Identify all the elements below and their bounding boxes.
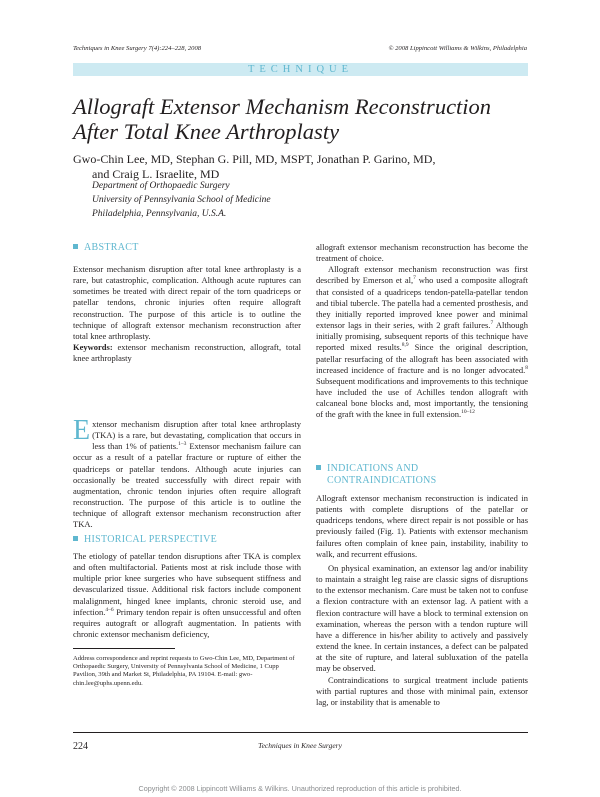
authors-line-1: Gwo-Chin Lee, MD, Stephan G. Pill, MD, MSPT, Jonathan P. Garino, MD, bbox=[73, 152, 436, 166]
affiliation bbox=[92, 179, 532, 221]
square-bullet-icon bbox=[73, 536, 78, 541]
historical-text-1: The etiology of patellar tendon disruptions after TKA is complex and often multifactorial. Patients most at risk include those with multiple prior knee surgeries who have subsequent stiffness and devascularized tissue. Additional risk factors include component malalignment, hinged knee implants, chronic steroid use, and infection. bbox=[73, 551, 301, 617]
history-text-b: who used a composite allograft that consisted of a quadriceps tendon-patella-patellar tendon and tibial tubercle. The patella had a cemented prosthesis, and they initially reported improved knee power and minimal extensor lags in their series, with 2 graft failures. bbox=[316, 275, 528, 331]
indications-paragraph-3: Contraindications to surgical treatment include patients with partial ruptures and those with minimal pain, extensor lag, or instability that is amenable to bbox=[316, 674, 528, 707]
section-banner-label: TECHNIQUE bbox=[247, 64, 354, 75]
drop-cap: E bbox=[73, 415, 91, 446]
indications-paragraph-2: On physical examination, an extensor lag and/or inability to maintain a straight leg raise are classic signs of disruptions to the extensor mechanism. Care must be taken not to confuse a flexion contracture with an extensor lag. A patient with a flexion contracture will have a block to terminal extension on examination, whereas the person with a tendon rupture will have a difference in his/her ability to actively and passively extend the knee. In certain instances, a defect can be palpated at the site of rupture, and lateral subluxation of the patella may be observed. bbox=[316, 562, 528, 674]
history-ref-5: 10–12 bbox=[461, 409, 475, 416]
history-text-a: Allograft extensor mechanism reconstruction was first described by Emerson et al, bbox=[316, 264, 528, 286]
abstract-heading bbox=[73, 242, 139, 254]
authors-line-2: and Craig L. Israelite, MD bbox=[92, 166, 220, 181]
history-text-c: Although initially promising, subsequent reports of this technique have reported mixed results. bbox=[316, 320, 528, 353]
square-bullet-icon bbox=[73, 244, 78, 249]
affiliation-dept: Department of Orthopaedic Surgery bbox=[92, 181, 230, 191]
history-ref-2: 7 bbox=[490, 320, 494, 327]
historical-heading-label: HISTORICAL PERSPECTIVE bbox=[84, 534, 218, 545]
keywords-text: extensor mechanism reconstruction, allograft, total knee arthroplasty bbox=[73, 342, 301, 364]
introduction-body bbox=[73, 415, 301, 531]
affiliation-univ: University of Pennsylvania School of Medicine bbox=[92, 195, 271, 205]
title-line-2: After Total Knee Arthroplasty bbox=[73, 119, 340, 144]
footer-rule bbox=[73, 732, 528, 733]
historical-text-2: Primary tendon repair is often unsuccessful and often requires autograft or allograft augmentation. In patients with chronic extensor mechanism deficiency, bbox=[73, 606, 301, 640]
history-text-d: Since the original description, patellar resurfacing of the allograft has been associated with increased incidence of fracture and is no longer advocated. bbox=[316, 342, 528, 375]
square-bullet-icon bbox=[316, 465, 321, 470]
footnote-rule bbox=[73, 648, 175, 649]
historical-body bbox=[73, 551, 301, 640]
affiliation-city: Philadelphia, Pennsylvania, U.S.A. bbox=[92, 209, 227, 219]
author-list bbox=[73, 152, 533, 181]
intro-text-1: xtensor mechanism disruption after total knee arthroplasty (TKA) is a rare, but devastating, complication that occurs in less than 1% of patients. bbox=[92, 419, 301, 452]
section-banner bbox=[73, 63, 528, 76]
page-number: 224 bbox=[73, 741, 88, 752]
correspondence-footnote: Address correspondence and reprint requests to Gwo-Chin Lee, MD, Department of Orthopaedic Surgery, University of Pennsylvania School of Medicine, 1 Cupp Pavilion, 39th and Market St, Philadelphia, PA 19104. E-mail: gwo-chin.lee@uphs.upenn.edu. bbox=[73, 655, 295, 687]
copyright-notice: Copyright © 2008 Lippincott Williams & Wilkins. Unauthorized reproduction of this article is prohibited. bbox=[138, 784, 462, 793]
title-line-1: Allograft Extensor Mechanism Reconstruction bbox=[73, 94, 492, 119]
indications-paragraph-1: Allograft extensor mechanism reconstruction is indicated in patients with complete disruptions of the patellar or quadriceps tendons, where direct repair is not possible or has previously failed (Fig. 1). Patients with extensor mechanism failures often complain of knee pain, instability, inability to walk, and recurrent effusions. bbox=[316, 493, 528, 559]
abstract-text: Extensor mechanism disruption after total knee arthroplasty is a rare, but catastrophic, complication. Although acute ruptures can sometimes be treated with direct repair of the torn quadriceps or patellar tendons, chronic injuries often require allograft reconstruction. The purpose of this article is to outline the technique of allograft extensor mechanism reconstruction after total knee arthroplasty. bbox=[73, 264, 301, 341]
article-title bbox=[73, 94, 533, 144]
journal-name: Techniques in Knee Surgery bbox=[258, 741, 342, 750]
right-column-body bbox=[316, 242, 528, 421]
historical-ref-1: 4–6 bbox=[105, 606, 114, 613]
intro-text-2: Extensor mechanism failure can occur as a result of a patellar fracture or rupture of either the quadriceps or patellar tendons. Although acute injuries can occasionally be treated successfully with direct repair with augmentation, chronic tendon injuries often require allograft reconstruction. The purpose of this article is to outline the technique of allograft extensor mechanism reconstruction after TKA. bbox=[73, 441, 301, 530]
abstract-body bbox=[73, 264, 301, 364]
history-ref-3: 8,9 bbox=[401, 342, 409, 349]
intro-ref-1: 1–3 bbox=[178, 441, 187, 448]
history-ref-4: 8 bbox=[525, 364, 528, 371]
abstract-heading-label: ABSTRACT bbox=[84, 242, 139, 253]
history-ref-1: 7 bbox=[413, 275, 416, 282]
keywords-label: Keywords: bbox=[73, 342, 113, 353]
running-header-right: © 2008 Lippincott Williams & Wilkins, Philadelphia bbox=[388, 45, 527, 52]
indications-body bbox=[316, 493, 528, 708]
running-header-left: Techniques in Knee Surgery 7(4):224–228, 2008 bbox=[73, 45, 202, 52]
indications-heading-line-2: CONTRAINDICATIONS bbox=[327, 475, 437, 486]
continued-text: allograft extensor mechanism reconstruction has become the treatment of choice. bbox=[316, 242, 528, 264]
indications-heading bbox=[316, 463, 437, 487]
history-text-e: Subsequent modifications and improvements to this technique have included the use of Achilles tendon allograft with calcaneal bone blocks and, most importantly, the tensioning of the graft with the knee in full extension. bbox=[316, 375, 528, 420]
historical-heading bbox=[73, 534, 217, 546]
indications-heading-line-1: INDICATIONS AND bbox=[327, 463, 419, 474]
